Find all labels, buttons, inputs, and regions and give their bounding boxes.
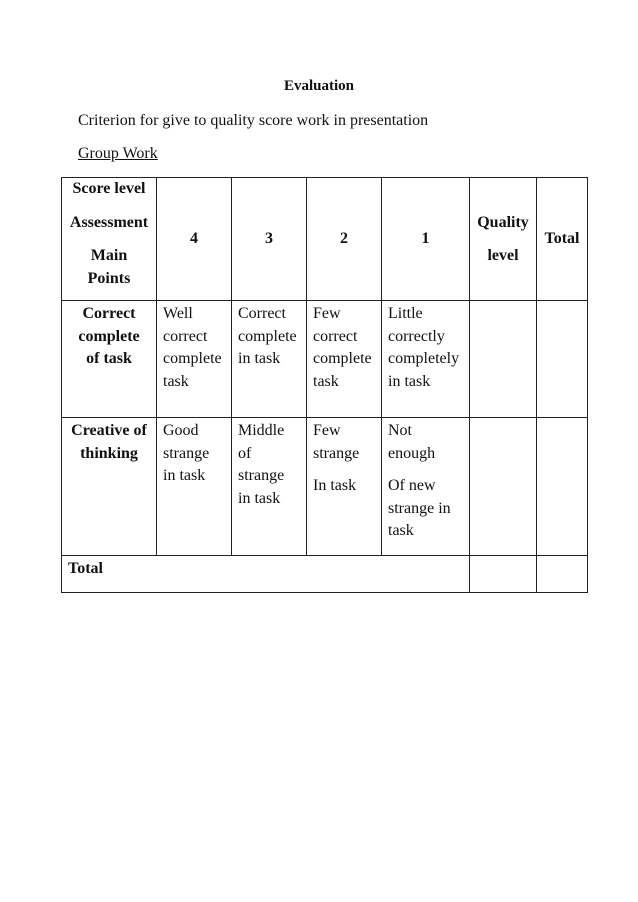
score-2-cell <box>307 418 382 556</box>
cell-line: in task <box>238 350 281 367</box>
quality-cell <box>470 301 537 418</box>
cell-line: Good <box>163 422 199 439</box>
header-level: level <box>487 247 519 264</box>
cell-line: in task <box>388 372 431 390</box>
cell-line: correctly <box>388 327 445 345</box>
total-cell <box>537 418 588 556</box>
table-row <box>62 418 588 556</box>
cell-line: in task <box>163 467 206 484</box>
cell-line: strange in <box>388 499 451 517</box>
quality-cell <box>470 418 537 556</box>
footer-total-label: Total <box>62 556 470 593</box>
cell-line: complete <box>163 350 222 367</box>
table-footer-row <box>62 556 588 593</box>
cell-line: task <box>163 372 189 390</box>
score-4-cell <box>157 301 232 418</box>
cell-line: Well <box>163 305 193 322</box>
header-points: Points <box>87 269 131 287</box>
cell-line: In task <box>313 477 357 494</box>
group-work-label: Group Work <box>78 145 158 162</box>
cell-line: strange <box>238 467 285 484</box>
cell-line: complete <box>238 327 297 345</box>
cell-line: correct <box>313 327 358 345</box>
criterion-line: Correct <box>82 305 136 322</box>
cell-line: in task <box>238 489 281 507</box>
criterion-line: of task <box>86 350 132 367</box>
header-main: Main <box>90 247 128 264</box>
header-total: Total <box>537 178 588 301</box>
cell-line: Not <box>388 422 412 439</box>
table-header-row <box>62 178 588 301</box>
header-quality: Quality <box>477 214 529 231</box>
cell-line: strange <box>313 444 360 462</box>
evaluation-table <box>61 177 588 593</box>
cell-line: task <box>313 372 339 390</box>
cell-line: task <box>388 522 414 539</box>
criterion-line: Creative of <box>71 422 147 439</box>
criterion-cell <box>62 301 157 418</box>
cell-line: enough <box>388 444 436 462</box>
header-score-2: 2 <box>307 178 382 301</box>
header-assessment: Assessment <box>69 213 149 231</box>
score-4-cell <box>157 418 232 556</box>
header-score-4: 4 <box>157 178 232 301</box>
score-1-cell <box>382 301 470 418</box>
cell-line: completely <box>388 350 460 367</box>
header-score-3: 3 <box>232 178 307 301</box>
score-3-cell <box>232 418 307 556</box>
cell-line: correct <box>163 327 208 345</box>
score-2-cell <box>307 301 382 418</box>
subtitle: Criterion for give to quality score work in presentation <box>78 112 429 129</box>
header-quality-level <box>470 178 537 301</box>
score-3-cell <box>232 301 307 418</box>
cell-line: Correct <box>238 305 286 322</box>
cell-line: Few <box>313 422 341 439</box>
cell-line: strange <box>163 444 210 462</box>
header-criteria-cell <box>62 178 157 301</box>
header-score-level: Score level <box>72 180 146 197</box>
score-1-cell <box>382 418 470 556</box>
header-score-1: 1 <box>382 178 470 301</box>
page-title: Evaluation <box>283 78 355 94</box>
total-cell <box>537 301 588 418</box>
cell-line: Of new <box>388 477 436 494</box>
cell-line: Little <box>388 305 423 322</box>
cell-line: Few <box>313 305 341 322</box>
cell-line: of <box>238 444 252 462</box>
criterion-line: complete <box>78 327 140 345</box>
table-row <box>62 301 588 418</box>
cell-line: complete <box>313 350 372 367</box>
criterion-cell <box>62 418 157 556</box>
criterion-line: thinking <box>80 444 138 462</box>
cell-line: Middle <box>238 422 285 439</box>
footer-quality-cell <box>470 556 537 593</box>
footer-total-cell <box>537 556 588 593</box>
